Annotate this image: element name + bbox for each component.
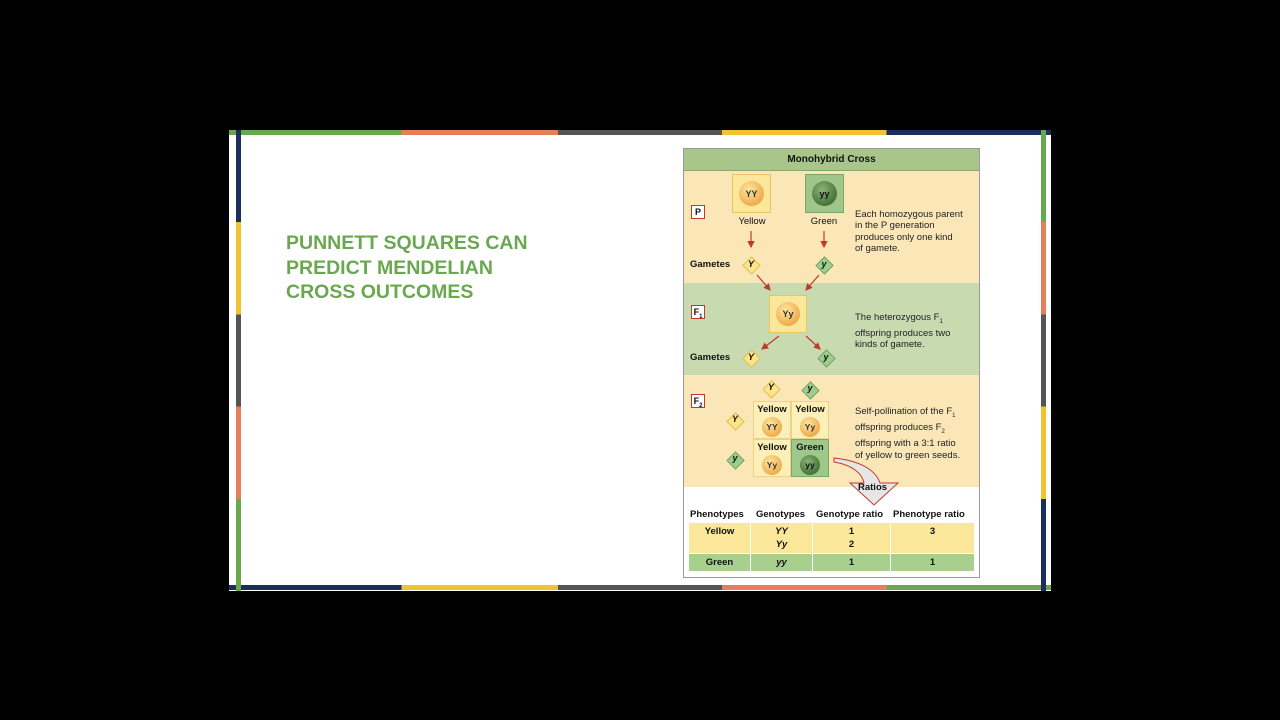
gametes-label: Gametes <box>690 259 731 270</box>
row-genotype-ratio: 2 <box>848 539 855 550</box>
cell-phenotype: Yellow <box>757 442 787 453</box>
row-phenotype: Green <box>705 557 734 568</box>
tag-subscript: 2 <box>699 402 703 409</box>
note-line: Each homozygous parent <box>855 209 963 220</box>
f2-generation-tag <box>691 394 705 408</box>
cell-genotype: Yy <box>804 422 816 432</box>
punnett-cell <box>791 439 829 477</box>
row-genotype: Yy <box>775 539 788 550</box>
gamete-letter: Y <box>731 414 738 424</box>
table-row <box>689 554 974 571</box>
note-line: of yellow to green seeds. <box>855 449 961 461</box>
p-generation-tag: P <box>691 205 705 219</box>
gamete-letter: y <box>823 352 829 362</box>
note-text: offspring produces F <box>855 422 942 434</box>
row-phenotype-ratio: 1 <box>929 557 936 568</box>
f2-generation-note <box>855 406 977 461</box>
f1-generation-tag <box>691 305 705 319</box>
gamete-letter: Y <box>767 382 774 392</box>
table-header: Phenotypes <box>690 509 744 520</box>
table-row <box>689 523 974 553</box>
note-line: in the P generation <box>855 220 935 232</box>
slide-title-line: PUNNETT SQUARES CAN <box>286 232 528 254</box>
punnett-cell <box>753 439 791 477</box>
cell-genotype: Yy <box>766 460 778 470</box>
pea-yellow-icon <box>739 181 764 206</box>
note-line: of gamete. <box>855 242 900 254</box>
gamete-letter: y <box>807 383 813 393</box>
row-phenotype: Yellow <box>704 526 735 537</box>
row-genotype-ratio: 1 <box>848 526 855 537</box>
cell-phenotype: Green <box>796 442 824 453</box>
bottom-border-stripe <box>229 585 1051 590</box>
row-phenotype-ratio: 3 <box>929 526 936 537</box>
gamete-letter: Y <box>747 259 754 269</box>
note-line <box>855 422 977 438</box>
row-genotype-ratio: 1 <box>848 557 855 568</box>
table-header: Genotypes <box>756 509 806 520</box>
row-genotype: YY <box>775 526 788 537</box>
parent-label: Green <box>810 216 838 227</box>
note-text: The heterozygous F <box>855 312 940 323</box>
note-text: Self-pollination of the F <box>855 406 953 417</box>
tag-letter: F <box>693 307 700 317</box>
pea-yellow-icon <box>776 302 800 326</box>
gametes-label: Gametes <box>690 352 731 363</box>
slide-title-line: CROSS OUTCOMES <box>286 281 474 303</box>
gamete-letter: y <box>821 259 827 269</box>
note-line <box>855 406 977 422</box>
gamete-letter: y <box>732 453 738 463</box>
cell-genotype: YY <box>766 422 778 432</box>
pea-green-icon <box>800 455 820 475</box>
table-header: Phenotype ratio <box>893 509 965 520</box>
punnett-cell <box>753 401 791 439</box>
note-line: offspring produces two <box>855 328 951 340</box>
figure-header: Monohybrid Cross <box>684 149 979 171</box>
cell-phenotype: Yellow <box>795 404 825 415</box>
tag-subscript: 1 <box>699 313 703 320</box>
slide-title-line: PREDICT MENDELIAN <box>286 256 493 279</box>
slide-title <box>286 231 586 305</box>
cell-phenotype: Yellow <box>757 404 787 415</box>
right-border-stripe <box>1041 130 1046 591</box>
f1-genotype: Yy <box>782 309 794 319</box>
left-border-stripe <box>236 130 241 591</box>
table-header: Genotype ratio <box>816 509 884 520</box>
note-line: offspring with a 3:1 ratio <box>855 438 956 450</box>
row-genotype: yy <box>776 557 787 568</box>
ratios-label: Ratios <box>858 482 888 493</box>
pea-green-icon <box>812 181 837 206</box>
p-generation-note <box>855 209 977 254</box>
note-line: kinds of gamete. <box>855 339 925 351</box>
note-line: produces only one kind <box>855 231 953 243</box>
parent-genotype: yy <box>819 188 830 199</box>
punnett-cell <box>791 401 829 439</box>
note-subscript: 1 <box>952 412 956 419</box>
pea-yellow-icon <box>762 417 782 437</box>
parent-genotype: YY <box>745 188 758 199</box>
parent-label: Yellow <box>738 216 766 227</box>
gamete-letter: Y <box>747 352 754 362</box>
monohybrid-cross-figure <box>683 148 980 578</box>
note-subscript: 2 <box>941 429 945 436</box>
top-border-stripe <box>229 130 1051 135</box>
note-line <box>855 312 977 328</box>
pea-yellow-icon <box>762 455 782 475</box>
tag-letter: F <box>693 396 700 406</box>
cell-genotype: yy <box>805 460 815 470</box>
note-subscript: 1 <box>939 318 943 325</box>
f1-generation-note <box>855 312 977 351</box>
pea-yellow-icon <box>800 417 820 437</box>
